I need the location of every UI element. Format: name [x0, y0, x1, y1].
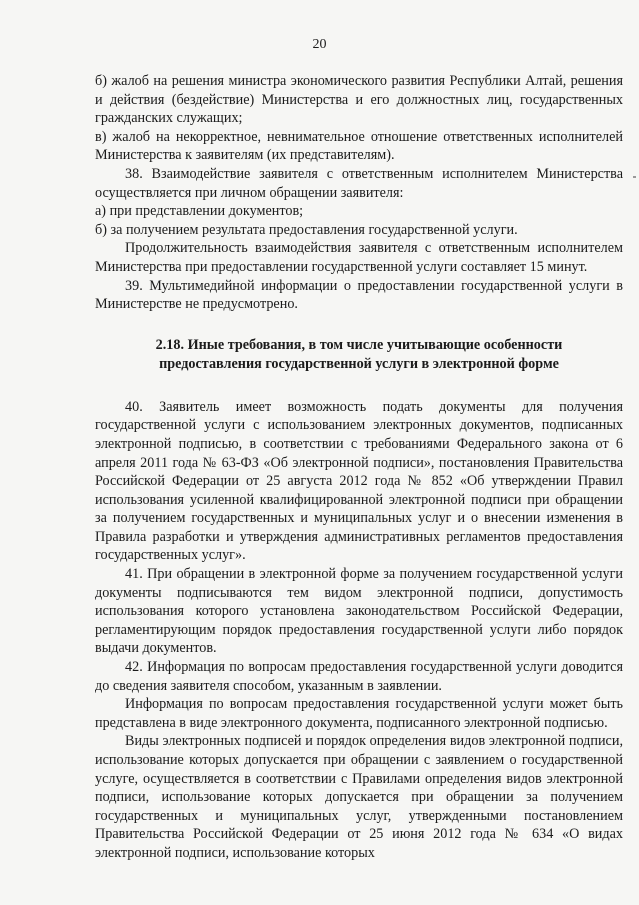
section-heading-line-1: 2.18. Иные требования, в том числе учитывающие особенности	[155, 336, 563, 353]
paragraph-signature-types: Виды электронных подписей и порядок определения видов электронной подписи, использование которых допускается при обращении с заявлением о государственной услуге, осуществляется в соответствии с Правилами определения видов электронной подписи, использование которых допускается при обращении за получением государственных и муниципальных услуг, утвержденными постановлением Правительства Российской Федерации от 25 июня 2012 года № 634 «О видах электронной подписи, использование которых	[95, 733, 623, 861]
page-body	[95, 72, 623, 863]
paragraph-41: 41. При обращении в электронной форме за получением государственной услуги документы подписываются тем видом электронной подписи, допустимость использования которого установлена законодательством Российской Федерации, регламентирующим порядок предоставления государственной услуги либо порядок выдачи документов.	[95, 566, 623, 657]
paragraph-info-electronic: Информация по вопросам предоставления государственной услуги может быть представлена в виде электронного документа, подписанного электронной подписью.	[95, 696, 623, 731]
paragraph-38-b: б) за получением результата предоставления государственной услуги.	[95, 221, 518, 238]
section-heading	[95, 336, 623, 374]
page-number: 20	[312, 37, 327, 52]
paragraph-38: 38. Взаимодействие заявителя с ответственным исполнителем Министерства осуществляется при личном обращении заявителя:	[95, 165, 623, 201]
paragraph-38-a: а) при представлении документов;	[95, 203, 304, 220]
paragraph-39: 39. Мультимедийной информации о предоставлении государственной услуги в Министерстве не предусмотрено.	[95, 277, 623, 313]
paragraph-40: 40. Заявитель имеет возможность подать документы для получения государственной услуги с использованием электронных документов, подписанных электронной подписью, в соответствии с требованиями Федерального закона от 6 апреля 2011 года № 63-ФЗ «Об электронной подписи», постановления Правительства Российской Федерации от 25 августа 2012 года № 852 «Об утверждении Правил использования усиленной квалифицированной электронной подписи при обращении за получением государственных и муниципальных услуг и о внесении изменения в Правила разработки и утверждения административных регламентов предоставления государственных услуг».	[95, 398, 623, 564]
paragraph-42: 42. Информация по вопросам предоставления государственной услуги доводится до сведения заявителя способом, указанным в заявлении.	[95, 659, 623, 694]
paragraph-duration: Продолжительность взаимодействия заявителя с ответственным исполнителем Министерства при предоставлении государственной услуги составляет 15 минут.	[95, 240, 623, 275]
scan-mark	[633, 176, 636, 178]
section-heading-line-2: предоставления государственной услуги в электронной форме	[159, 355, 559, 372]
paragraph-complaint-b: б) жалоб на решения министра экономического развития Республики Алтай, решения и действия (бездействие) Министерства и его должностных лиц, государственных гражданских служащих;	[95, 73, 623, 127]
paragraph-complaint-v: в) жалоб на некорректное, невнимательное отношение ответственных исполнителей Министерства к заявителям (их представителям).	[95, 128, 623, 164]
